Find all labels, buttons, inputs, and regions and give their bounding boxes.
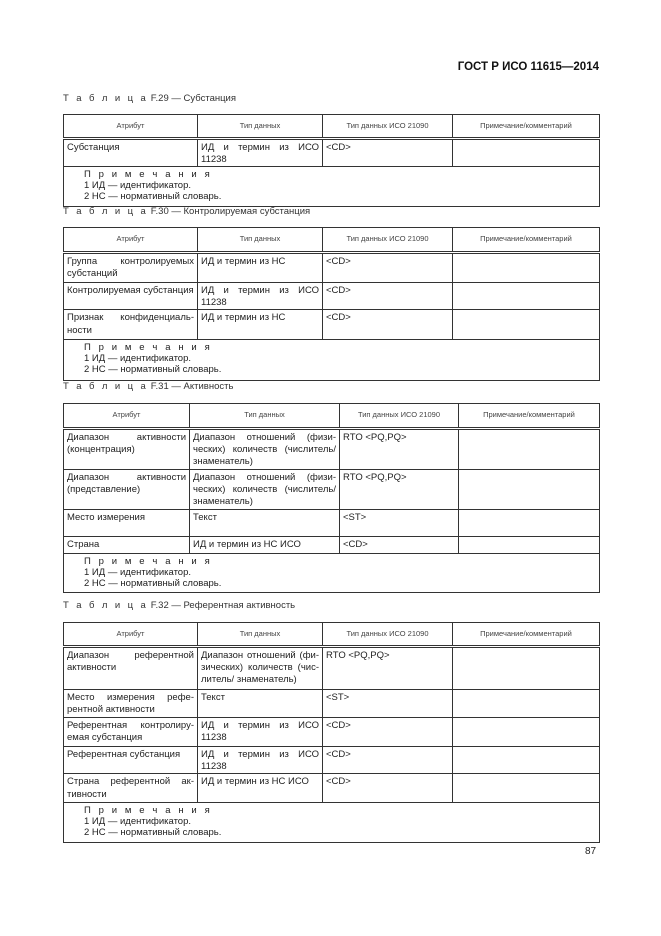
- table-cell: Текст: [198, 690, 323, 718]
- table-cell: Группа контролируемых субстанций: [64, 253, 198, 283]
- table-cell: Диапазон отношений (физических) количеств (числитель/ знаменатель): [190, 469, 340, 509]
- table-caption: [63, 93, 236, 104]
- table-cell: ИД и термин из НС ИСО: [198, 774, 323, 803]
- table-cell: RTO <PQ,PQ>: [340, 429, 459, 470]
- table-cell: <CD>: [323, 747, 453, 774]
- table-cell: ИД и термин из ИСО 11238: [198, 747, 323, 774]
- table-cell: Референтная контролируемая субстанция: [64, 718, 198, 747]
- column-header: Тип данных ИСО 21090: [323, 228, 453, 253]
- table-cell: [453, 690, 600, 718]
- table-row: [64, 429, 600, 470]
- table-row: [64, 690, 600, 718]
- notes-title: П р и м е ч а н и я: [84, 342, 213, 354]
- table-cell: Субстанция: [64, 139, 198, 167]
- table-cell: <CD>: [323, 718, 453, 747]
- header-row: [64, 404, 600, 429]
- table-cell: ИД и термин из НС: [198, 253, 323, 283]
- table-cell: Место измерения референтной активности: [64, 690, 198, 718]
- column-header: Примечание/комментарий: [453, 623, 600, 647]
- document-header: ГОСТ Р ИСО 11615—2014: [457, 61, 599, 73]
- table-row: [64, 718, 600, 747]
- table-cell: [459, 429, 600, 470]
- table-row: [64, 283, 600, 310]
- table-cell: ИД и термин из ИСО 11238: [198, 139, 323, 167]
- column-header: Тип данных ИСО 21090: [323, 623, 453, 647]
- column-header: Атрибут: [64, 115, 198, 139]
- notes-cell: [64, 167, 600, 207]
- table-cell: Признак конфиденциальности: [64, 310, 198, 340]
- note-item: 2 НС — нормативный словарь.: [84, 577, 222, 589]
- note-item: 1 ИД — идентификатор.: [84, 180, 192, 192]
- table-cell: Текст: [190, 509, 340, 536]
- note-item: 1 ИД — идентификатор.: [84, 566, 192, 578]
- table-cell: <CD>: [323, 283, 453, 310]
- notes-row: [64, 167, 600, 207]
- caption-prefix: Т а б л и ц а: [63, 93, 149, 104]
- notes-title: П р и м е ч а н и я: [84, 805, 213, 817]
- column-header: Тип данных ИСО 21090: [323, 115, 453, 139]
- table-cell: ИД и термин из ИСО 11238: [198, 718, 323, 747]
- table-cell: <ST>: [323, 690, 453, 718]
- table-cell: <CD>: [323, 253, 453, 283]
- table-cell: Диапазон активности (концентрация): [64, 429, 190, 470]
- column-header: Тип данных: [198, 115, 323, 139]
- table-cell: Место измерения: [64, 509, 190, 536]
- table-cell: <CD>: [323, 139, 453, 167]
- table-row: [64, 310, 600, 340]
- table-row: [64, 747, 600, 774]
- table-cell: <CD>: [340, 536, 459, 553]
- header-row: [64, 115, 600, 139]
- table-cell: <CD>: [323, 774, 453, 803]
- table-cell: [453, 139, 600, 167]
- column-header: Атрибут: [64, 623, 198, 647]
- caption-prefix: Т а б л и ц а: [63, 381, 149, 392]
- column-header: Тип данных: [198, 228, 323, 253]
- caption-text: F.30 — Контролируемая субстанция: [150, 206, 311, 217]
- table-cell: [453, 283, 600, 310]
- table-cell: Диапазон активности (представление): [64, 469, 190, 509]
- header-row: [64, 228, 600, 253]
- caption-text: F.31 — Активность: [150, 381, 234, 392]
- table-row: [64, 774, 600, 803]
- caption-prefix: Т а б л и ц а: [63, 206, 149, 217]
- table-cell: RTO <PQ,PQ>: [340, 469, 459, 509]
- notes-row: [64, 803, 600, 843]
- notes-cell: [64, 340, 600, 381]
- table-cell: [459, 469, 600, 509]
- table-cell: [453, 774, 600, 803]
- table-row: [64, 509, 600, 536]
- table-cell: Референтная субстанция: [64, 747, 198, 774]
- column-header: Тип данных: [190, 404, 340, 429]
- data-table: [63, 227, 600, 381]
- column-header: Тип данных ИСО 21090: [340, 404, 459, 429]
- table-cell: [459, 536, 600, 553]
- table-row: [64, 647, 600, 690]
- table-cell: RTO <PQ,PQ>: [323, 647, 453, 690]
- notes-title: П р и м е ч а н и я: [84, 169, 213, 181]
- page-number: 87: [585, 846, 597, 857]
- table-cell: Диапазон отношений (физических) количеств (числитель/ знаменатель): [190, 429, 340, 470]
- table-cell: [453, 310, 600, 340]
- table-cell: ИД и термин из НС: [198, 310, 323, 340]
- note-item: 2 НС — нормативный словарь.: [84, 364, 222, 376]
- table-cell: <CD>: [323, 310, 453, 340]
- caption-text: F.29 — Субстанция: [150, 93, 236, 104]
- caption-text: F.32 — Референтная активность: [150, 600, 296, 611]
- table-cell: [453, 747, 600, 774]
- table-cell: Страна референтной активности: [64, 774, 198, 803]
- table-cell: Контролируемая субстанция: [64, 283, 198, 310]
- notes-cell: [64, 553, 600, 592]
- note-item: 2 НС — нормативный словарь.: [84, 191, 222, 203]
- table-row: [64, 469, 600, 509]
- data-table: [63, 403, 600, 593]
- table-cell: [453, 253, 600, 283]
- note-item: 2 НС — нормативный словарь.: [84, 827, 222, 839]
- table-cell: Диапазон отношений (физических) количеств (числитель/ знаменатель): [198, 647, 323, 690]
- column-header: Атрибут: [64, 228, 198, 253]
- table-cell: ИД и термин из НС ИСО: [190, 536, 340, 553]
- caption-prefix: Т а б л и ц а: [63, 600, 149, 611]
- table-cell: [453, 718, 600, 747]
- table-caption: [63, 206, 310, 217]
- table-cell: ИД и термин из ИСО 11238: [198, 283, 323, 310]
- table-row: [64, 253, 600, 283]
- header-row: [64, 623, 600, 647]
- notes-row: [64, 553, 600, 592]
- table-cell: Диапазон референтной активности: [64, 647, 198, 690]
- notes-cell: [64, 803, 600, 843]
- table-row: [64, 536, 600, 553]
- column-header: Атрибут: [64, 404, 190, 429]
- table-cell: <ST>: [340, 509, 459, 536]
- note-item: 1 ИД — идентификатор.: [84, 353, 192, 365]
- table-cell: Страна: [64, 536, 190, 553]
- table-caption: [63, 381, 233, 392]
- data-table: [63, 622, 600, 843]
- data-table: [63, 114, 600, 207]
- table-caption: [63, 600, 295, 611]
- table-cell: [453, 647, 600, 690]
- notes-row: [64, 340, 600, 381]
- note-item: 1 ИД — идентификатор.: [84, 816, 192, 828]
- column-header: Примечание/комментарий: [453, 228, 600, 253]
- table-cell: [459, 509, 600, 536]
- notes-title: П р и м е ч а н и я: [84, 555, 213, 567]
- table-row: [64, 139, 600, 167]
- column-header: Примечание/комментарий: [453, 115, 600, 139]
- column-header: Примечание/комментарий: [459, 404, 600, 429]
- column-header: Тип данных: [198, 623, 323, 647]
